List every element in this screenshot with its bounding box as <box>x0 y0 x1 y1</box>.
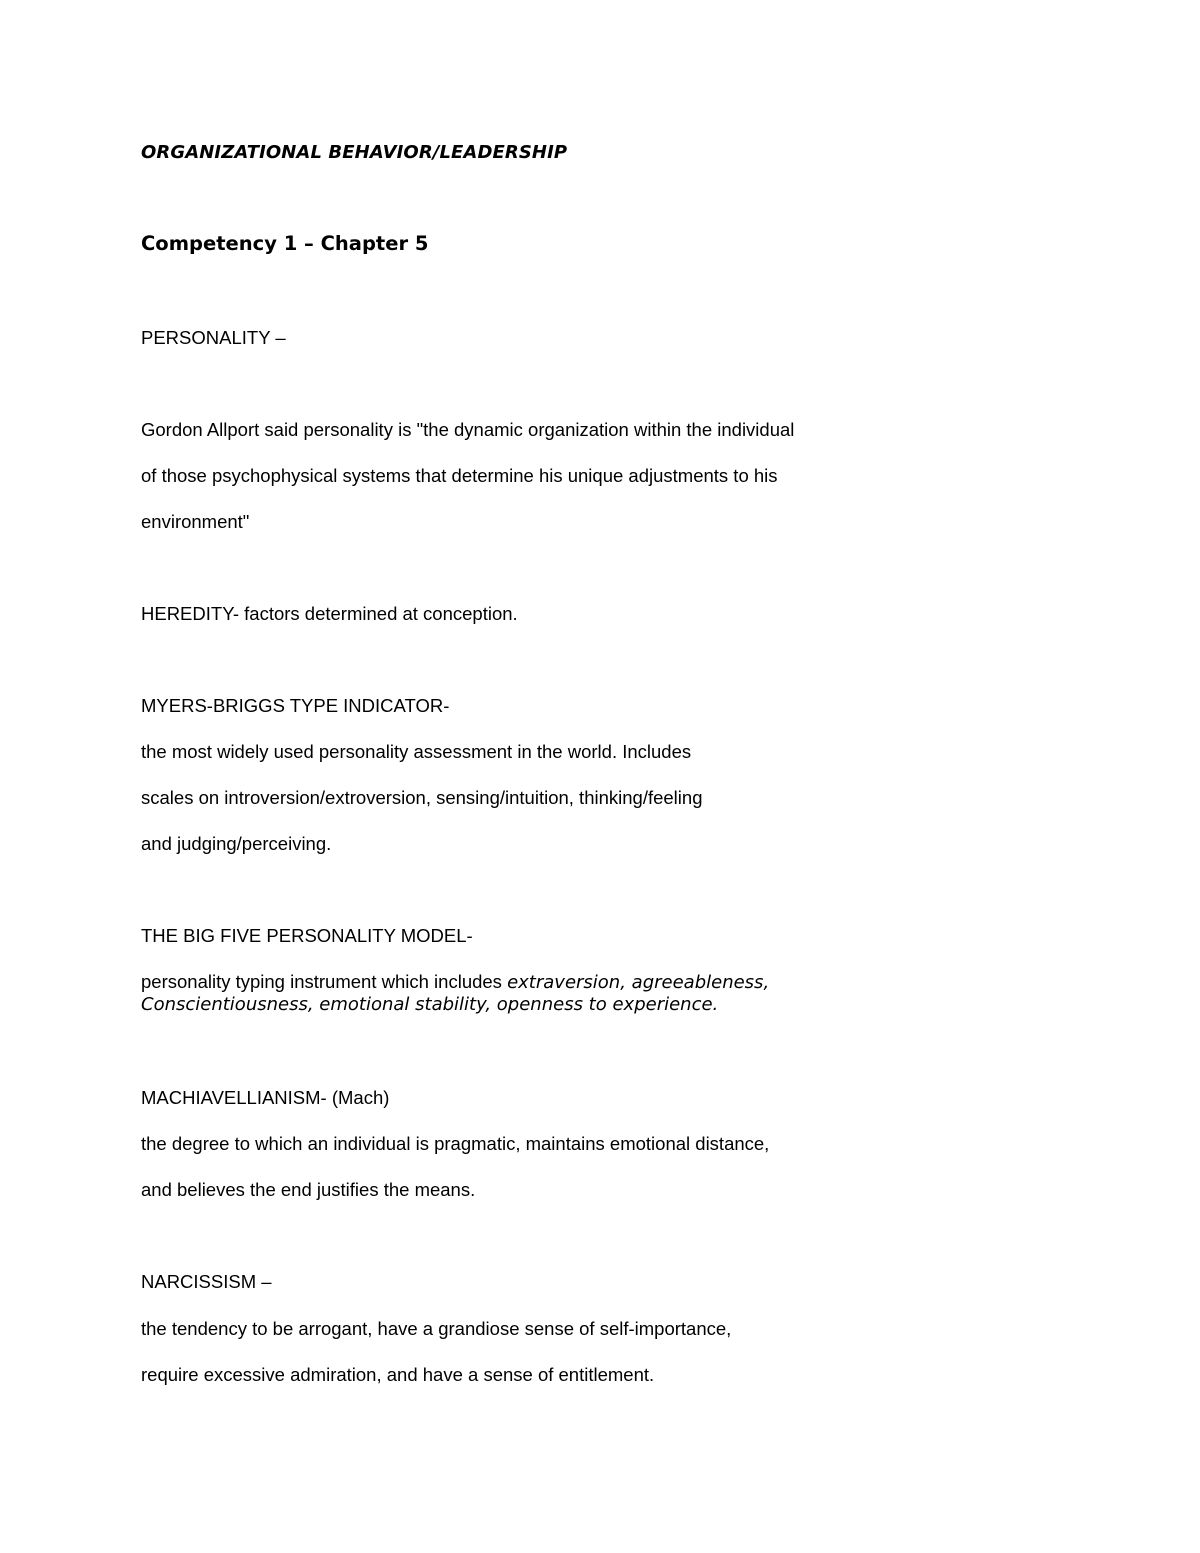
personality-line-1: Gordon Allport said personality is "the dynamic organization within the individual <box>141 419 795 440</box>
mbti-line-1: the most widely used personality assessment in the world. Includes <box>141 741 692 762</box>
mbti-heading: MYERS-BRIGGS TYPE INDICATOR- <box>141 695 450 716</box>
document-title: ORGANIZATIONAL BEHAVIOR/LEADERSHIP <box>141 142 568 163</box>
machiavellianism-line-1: the degree to which an individual is pragmatic, maintains emotional distance, <box>141 1133 770 1154</box>
big-five-line-1-italic: extraversion, agreeableness, <box>507 972 770 993</box>
personality-line-2: of those psychophysical systems that determine his unique adjustments to his <box>141 465 778 486</box>
big-five-line-1-plain: personality typing instrument which includes <box>141 971 508 992</box>
machiavellianism-heading: MACHIAVELLIANISM- (Mach) <box>141 1087 390 1108</box>
big-five-heading: THE BIG FIVE PERSONALITY MODEL- <box>141 925 473 946</box>
mbti-line-2: scales on introversion/extroversion, sensing/intuition, thinking/feeling <box>141 787 703 808</box>
big-five-line-2: Conscientiousness, emotional stability, openness to experience. <box>141 994 719 1015</box>
document-subtitle: Competency 1 – Chapter 5 <box>141 232 429 255</box>
heredity-text: HEREDITY- factors determined at conception. <box>141 603 518 624</box>
mbti-line-3: and judging/perceiving. <box>141 833 332 854</box>
personality-heading: PERSONALITY – <box>141 327 286 348</box>
narcissism-line-1: the tendency to be arrogant, have a grandiose sense of self-importance, <box>141 1318 732 1339</box>
personality-line-3: environment" <box>141 511 250 532</box>
narcissism-line-2: require excessive admiration, and have a sense of entitlement. <box>141 1364 655 1385</box>
narcissism-heading: NARCISSISM – <box>141 1271 272 1292</box>
machiavellianism-line-2: and believes the end justifies the means. <box>141 1179 476 1200</box>
big-five-line-1 <box>141 970 769 995</box>
